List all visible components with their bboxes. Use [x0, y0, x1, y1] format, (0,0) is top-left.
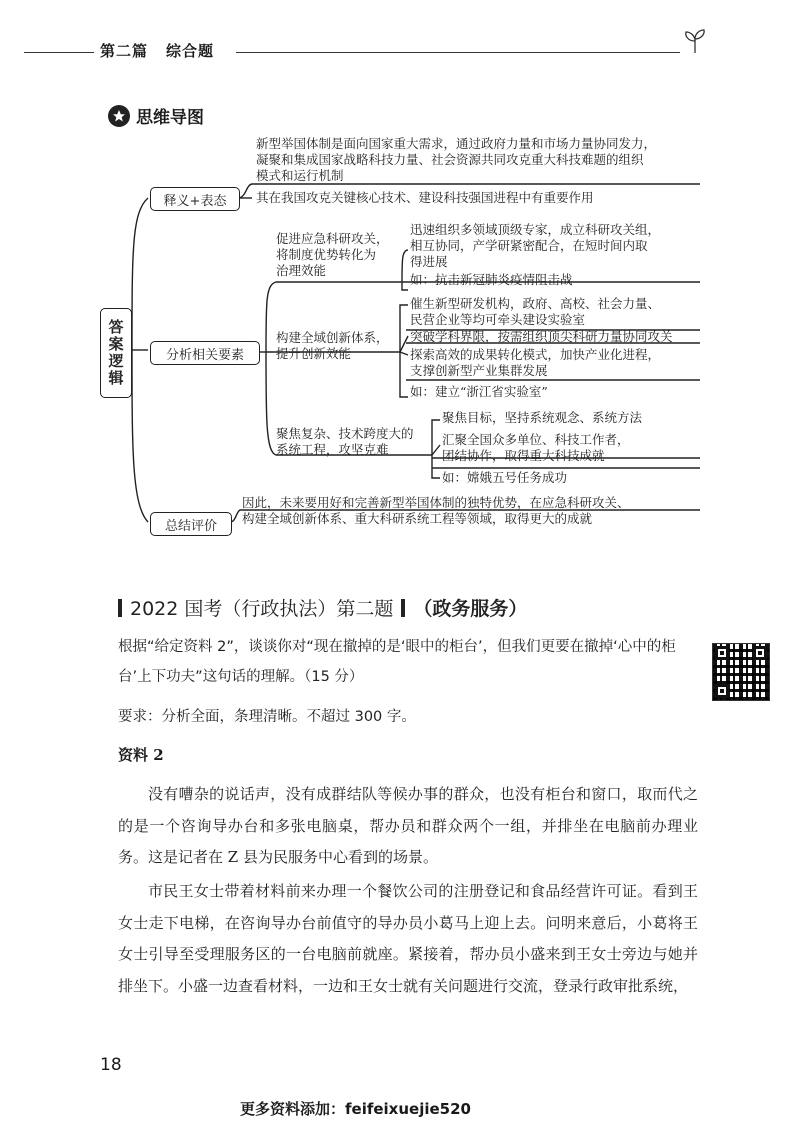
heading-bar-left — [118, 599, 122, 617]
qr-code[interactable] — [712, 643, 770, 701]
node-analysis: 分析相关要素 — [150, 341, 260, 365]
sub-innovation-text3: 探索高效的成果转化模式，加快产业化进程， 支撑创新型产业集群发展 — [410, 347, 661, 378]
heading-bar-right — [401, 599, 405, 617]
node-summary: 总结评价 — [150, 512, 232, 536]
material-paragraph-2: 市民王女士带着材料前来办理一个餐饮公司的注册登记和食品经营许可证。看到王女士走下电梯，在咨询导办台前值守的导办员小葛马上迎上去。问明来意后，小葛将王女士引导至受理服务区的一台电脑前就座。紧接着，帮办员小盛来到王女士旁边与她并排坐下。小盛一边查看材料，一边和王女士就有关问题进行交流，登录行政审批系统， — [118, 882, 698, 995]
node-summary-text: 因此，未来要用好和完善新型举国体制的独特优势，在应急科研攻关、 构建全域创新体系、重大科研系统工程等领域，取得更大的成就 — [242, 495, 630, 526]
exam-question: 根据“给定资料 2”，谈谈你对“现在撤掉的是‘眼中的柜台’，但我们更要在撤掉‘心中的柜台’上下功夫”这句话的理解。（15 分） — [118, 639, 676, 685]
sub-emergency-example: 如：抗击新冠肺炎疫情阻击战 — [410, 272, 573, 287]
sub-system-text2: 汇聚全国众多单位、科技工作者， 团结协作，取得重大科技成就 — [442, 432, 630, 463]
exam-heading — [118, 594, 527, 621]
sub-system-label: 聚焦复杂、技术跨度大的 系统工程，攻坚克难 — [276, 426, 414, 457]
page-number: 18 — [100, 1055, 122, 1075]
mindmap-root: 答案逻辑 — [100, 308, 132, 398]
sub-emergency-text: 迅速组织多领域顶级专家，成立科研攻关组， 相互协同，产学研紧密配合，在短时间内取 得进展 — [410, 222, 661, 269]
material-paragraph-1: 没有嘈杂的说话声，没有成群结队等候办事的群众，也没有柜台和窗口，取而代之的是一个咨询导办台和多张电脑桌，帮办员和群众两个一组，并排坐在电脑前办理业务。这是记者在 Z 县为民服务中心看到的场景。 — [118, 785, 698, 866]
sub-innovation-example: 如：建立“浙江省实验室” — [410, 384, 548, 399]
header-title: 综合题 — [166, 42, 215, 60]
sub-innovation-text1: 催生新型研发机构，政府、高校、社会力量、 民营企业等均可牵头建设实验室 — [410, 296, 661, 327]
footer-note: 更多资料添加：feifeixuejie520 — [240, 1100, 471, 1118]
mindmap-title: 思维导图 — [136, 108, 204, 128]
material-title: 资料 2 — [118, 746, 164, 764]
node-interpretation: 释义+表态 — [150, 187, 240, 211]
exam-tag: （政务服务） — [413, 598, 528, 620]
sub-innovation-text2: 突破学科界限，按需组织顶尖科研力量协同攻关 — [410, 329, 673, 344]
node-interpretation-stance: 其在我国攻克关键核心技术、建设科技强国进程中有重要作用 — [256, 190, 594, 205]
header-part: 第二篇 — [100, 42, 149, 60]
exam-requirement: 要求：分析全面，条理清晰。不超过 300 字。 — [118, 709, 416, 725]
sub-system-text1: 聚焦目标，坚持系统观念、系统方法 — [442, 410, 643, 425]
sub-system-example: 如：嫦娥五号任务成功 — [442, 470, 568, 485]
sub-emergency-label: 促进应急科研攻关， 将制度优势转化为 治理效能 — [276, 231, 389, 278]
sub-innovation-label: 构建全域创新体系， 提升创新效能 — [276, 330, 389, 361]
node-interpretation-text: 新型举国体制是面向国家重大需求，通过政府力量和市场力量协同发力， 凝聚和集成国家战略科技力量、社会资源共同攻克重大科技难题的组织 模式和运行机制 — [256, 136, 657, 183]
exam-title: 2022 国考（行政执法）第二题 — [130, 598, 394, 620]
